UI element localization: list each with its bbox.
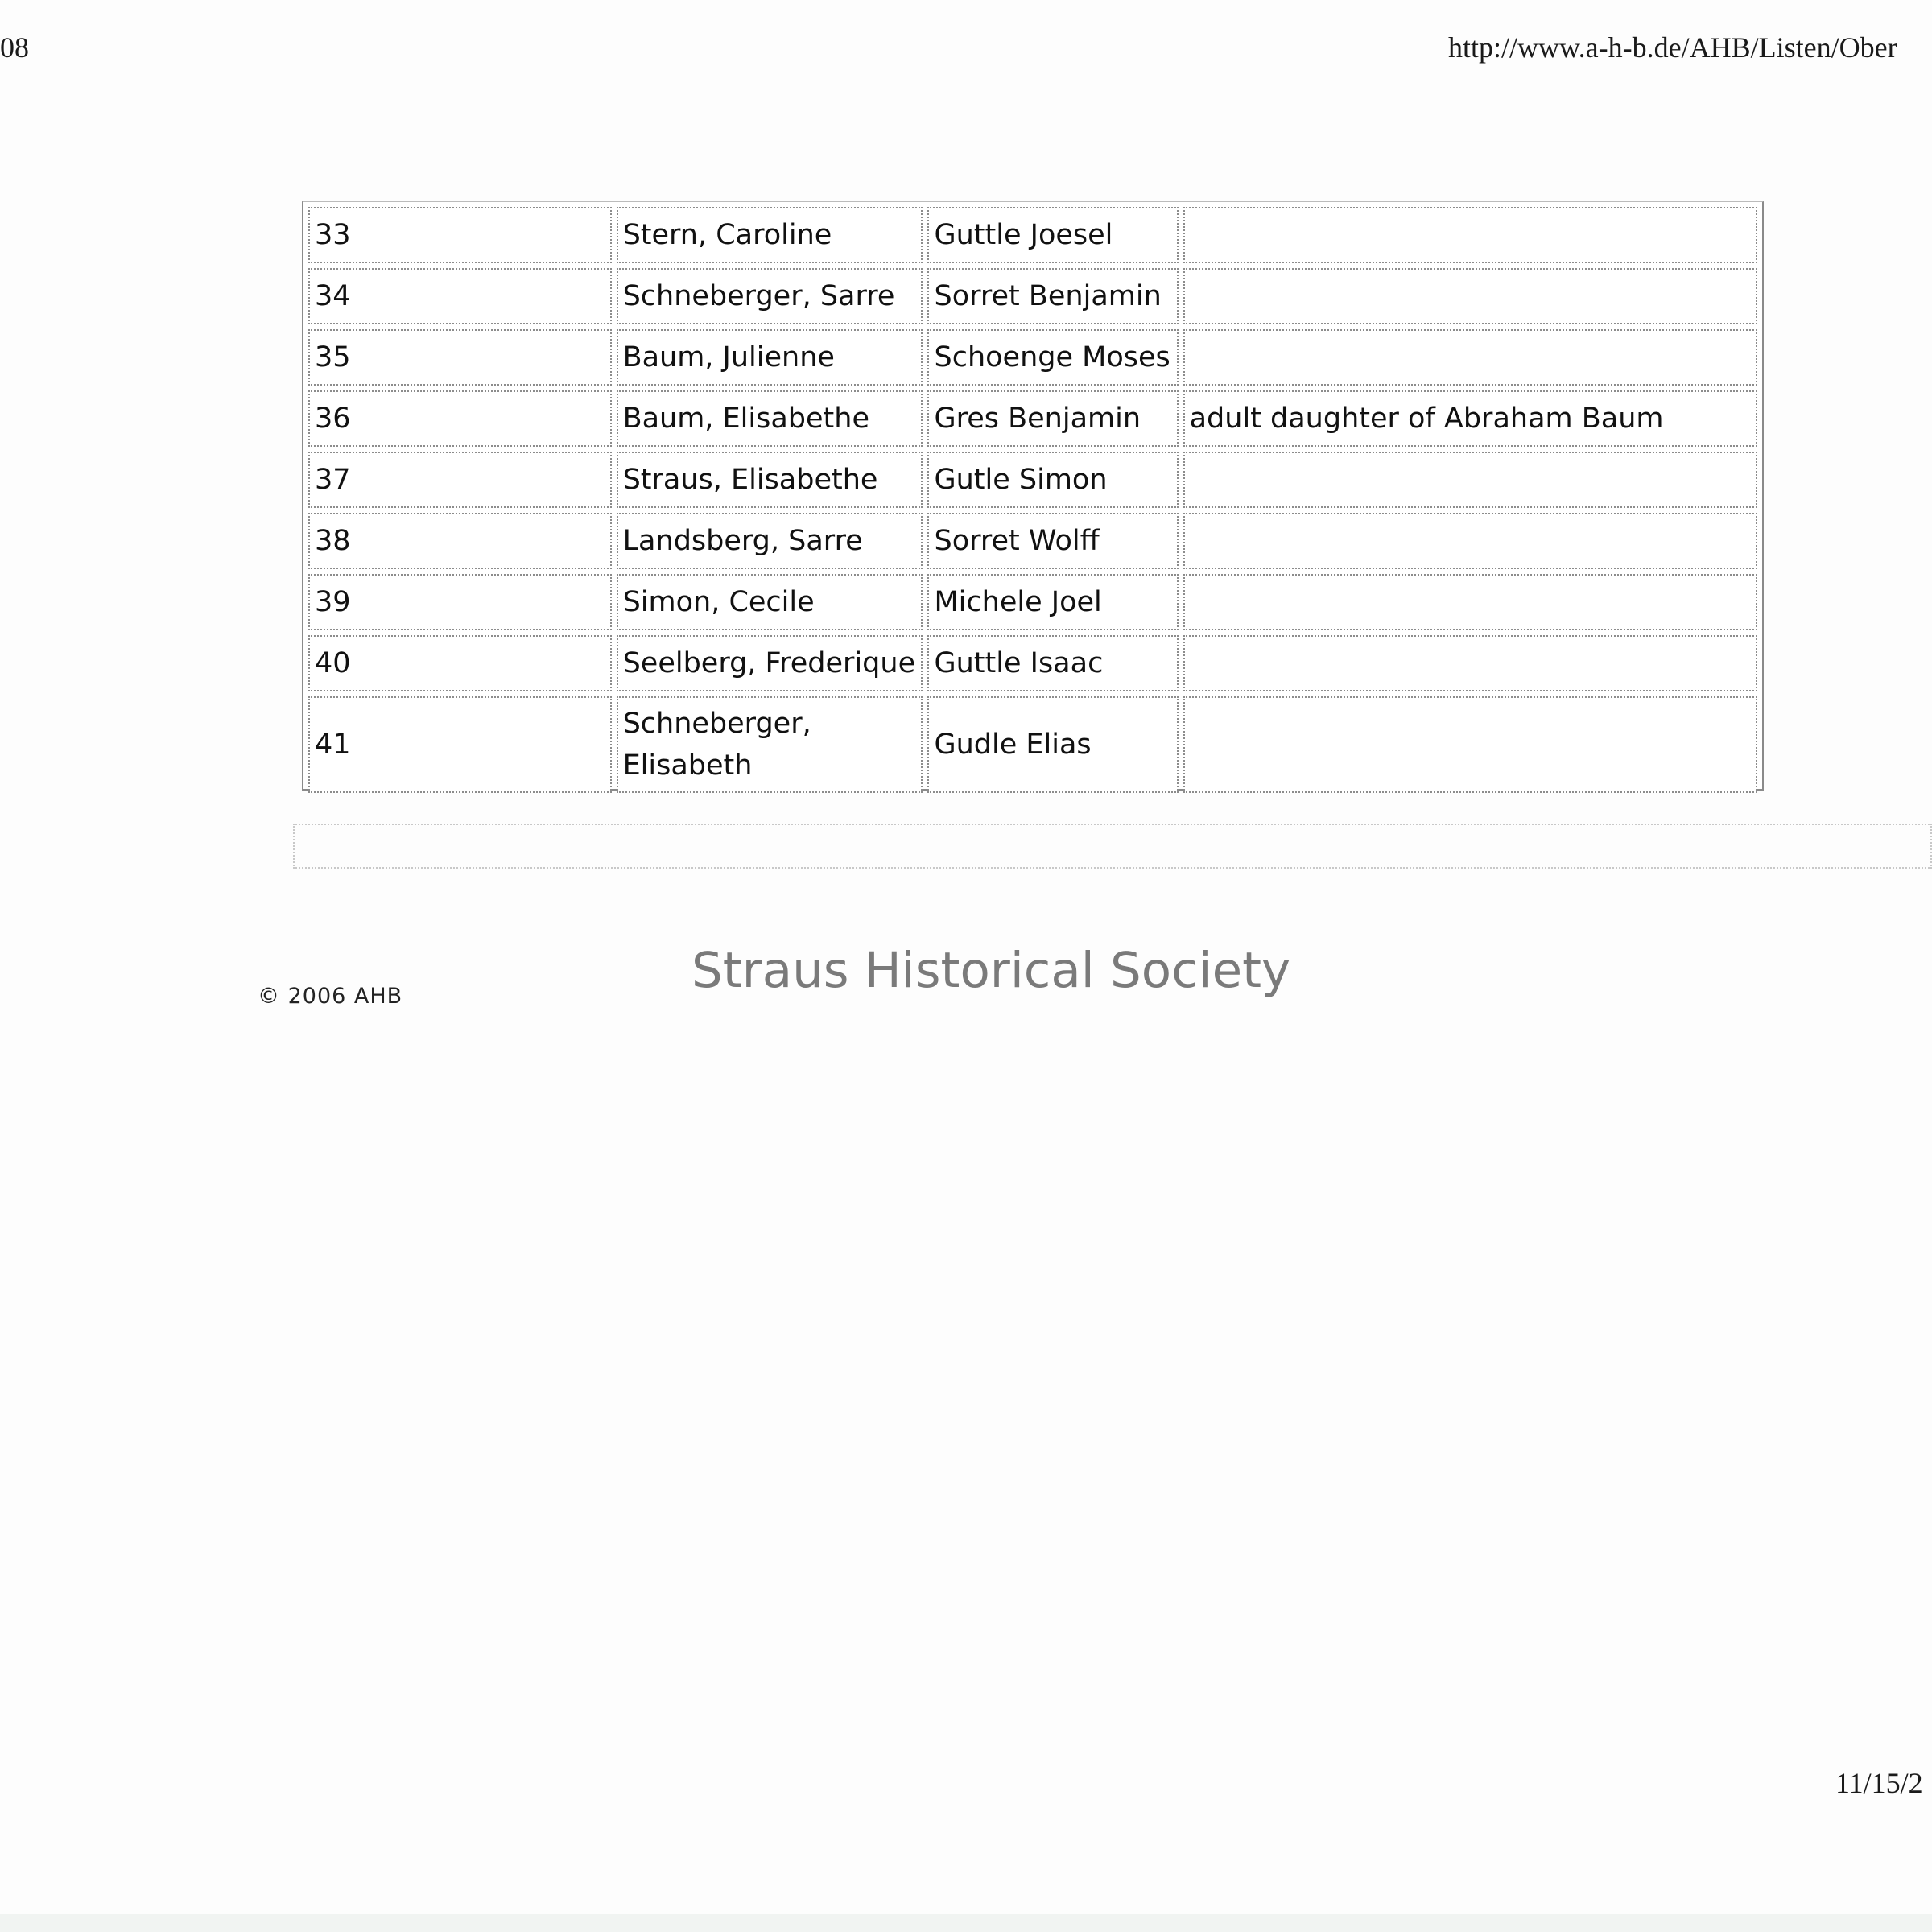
print-date-fragment: 11/15/2 xyxy=(1835,1767,1923,1799)
name-cell: Stern, Caroline xyxy=(617,207,923,263)
row-number-cell: 41 xyxy=(308,696,612,793)
name-cell: Straus, Elisabethe xyxy=(617,452,923,508)
note-cell xyxy=(1183,574,1757,630)
note-cell xyxy=(1183,635,1757,691)
table-row xyxy=(308,452,1757,508)
table-row xyxy=(308,635,1757,691)
given-name-cell: Gres Benjamin xyxy=(927,390,1178,447)
page-url: http://www.a-h-b.de/AHB/Listen/Ober xyxy=(1448,31,1897,64)
name-cell: Baum, Elisabethe xyxy=(617,390,923,447)
given-name-cell: Sorret Wolff xyxy=(927,513,1178,569)
name-cell: Schneberger, Sarre xyxy=(617,268,923,324)
given-name-cell: Michele Joel xyxy=(927,574,1178,630)
row-number-cell: 39 xyxy=(308,574,612,630)
given-name-cell: Schoenge Moses xyxy=(927,329,1178,386)
row-number-cell: 37 xyxy=(308,452,612,508)
note-cell xyxy=(1183,207,1757,263)
page-number-fragment: 08 xyxy=(0,31,29,64)
table-row xyxy=(308,390,1757,447)
given-name-cell: Sorret Benjamin xyxy=(927,268,1178,324)
given-name-cell: Gutle Simon xyxy=(927,452,1178,508)
table-row xyxy=(308,696,1757,793)
table-row xyxy=(308,513,1757,569)
copyright-notice: © 2006 AHB xyxy=(258,984,403,1009)
name-cell: Seelberg, Frederique xyxy=(617,635,923,691)
watermark: Straus Historical Society xyxy=(691,942,1291,999)
row-number-cell: 40 xyxy=(308,635,612,691)
empty-navigation-bar xyxy=(293,824,1932,869)
table-row xyxy=(308,268,1757,324)
given-name-cell: Guttle Joesel xyxy=(927,207,1178,263)
name-cell: Schneberger, Elisabeth xyxy=(617,696,923,793)
note-cell xyxy=(1183,452,1757,508)
table-row xyxy=(308,207,1757,263)
row-number-cell: 35 xyxy=(308,329,612,386)
records-table-frame xyxy=(302,201,1764,791)
note-cell xyxy=(1183,329,1757,386)
row-number-cell: 36 xyxy=(308,390,612,447)
note-cell: adult daughter of Abraham Baum xyxy=(1183,390,1757,447)
scan-bottom-edge xyxy=(0,1914,1932,1932)
table-row xyxy=(308,329,1757,386)
given-name-cell: Guttle Isaac xyxy=(927,635,1178,691)
name-cell: Landsberg, Sarre xyxy=(617,513,923,569)
note-cell xyxy=(1183,513,1757,569)
row-number-cell: 34 xyxy=(308,268,612,324)
records-table xyxy=(303,202,1762,798)
name-cell: Baum, Julienne xyxy=(617,329,923,386)
given-name-cell: Gudle Elias xyxy=(927,696,1178,793)
row-number-cell: 33 xyxy=(308,207,612,263)
note-cell xyxy=(1183,696,1757,793)
note-cell xyxy=(1183,268,1757,324)
name-cell: Simon, Cecile xyxy=(617,574,923,630)
table-row xyxy=(308,574,1757,630)
row-number-cell: 38 xyxy=(308,513,612,569)
